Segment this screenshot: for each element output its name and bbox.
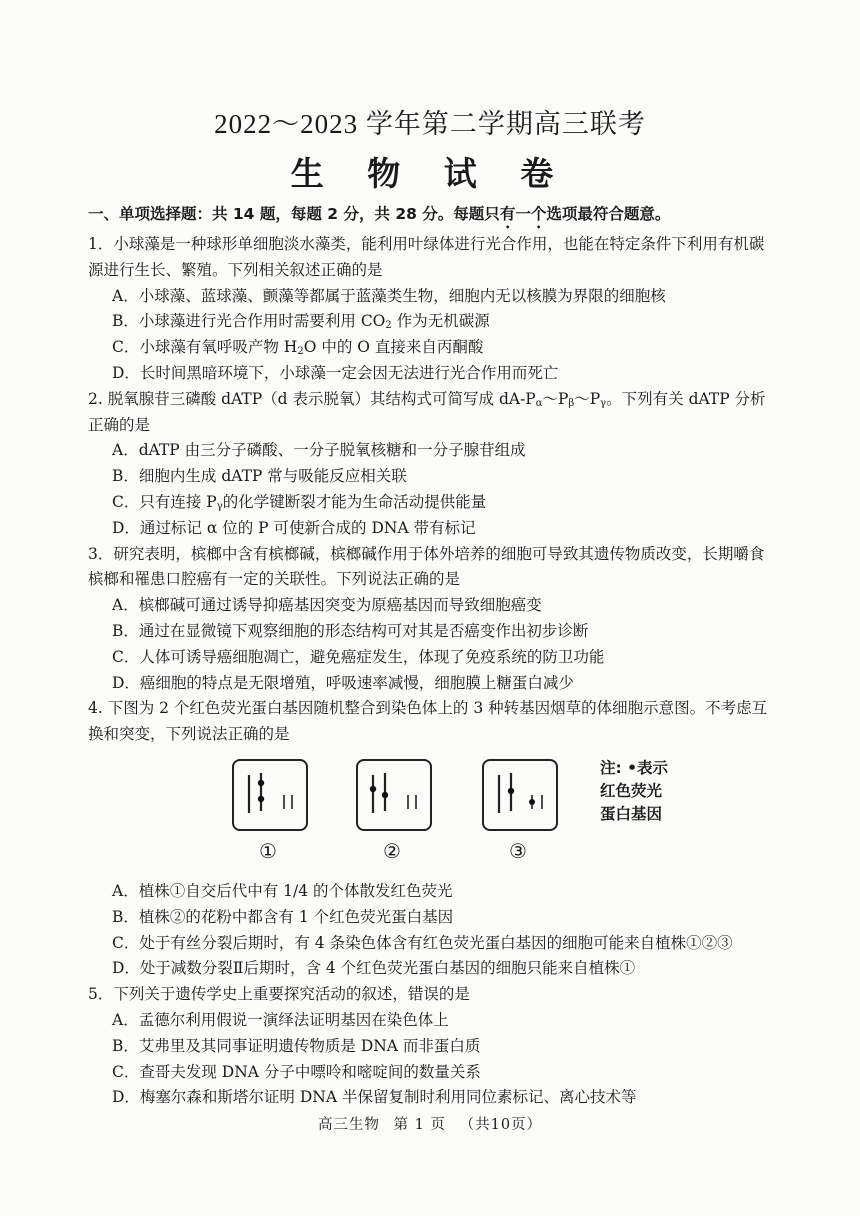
figure-label-3: ③ — [509, 838, 527, 863]
question-2-stem — [88, 387, 778, 439]
page-footer — [0, 1113, 860, 1134]
exam-subject-title: 生 物 试 卷 — [290, 154, 570, 193]
section-heading-emphasis: 个 — [530, 205, 547, 223]
question-3-option-a: A．槟榔碱可通过诱导抑癌基因突变为原癌基因而导致细胞癌变 — [112, 596, 542, 615]
question-4-stem: 4. 下图为 2 个红色荧光蛋白基因随机整合到染色体上的 3 种转基因烟草的体细胞示意图。不考虑互换和突变，下列说法正确的是 — [88, 699, 768, 744]
footer-page-number: 第 1 页 — [393, 1117, 446, 1133]
cell-diagram-3 — [482, 759, 558, 831]
question-5-option-b: B．艾弗里及其同事证明遗传物质是 DNA 而非蛋白质 — [112, 1036, 481, 1055]
question-1-option-c — [88, 335, 778, 361]
footer-total-pages: （共10页） — [459, 1117, 543, 1133]
section-heading-part: 一 — [515, 205, 531, 223]
exam-title: 2022～2023 学年第二学期高三联考 — [214, 109, 646, 139]
section-heading — [88, 202, 788, 232]
option-text: C．只有连接 P — [112, 492, 217, 511]
option-text: 的化学键断裂才能为生命活动提供能量 — [222, 492, 487, 511]
question-3-option-c: C．人体可诱导癌细胞凋亡，避免癌症发生，体现了免疫系统的防卫功能 — [112, 647, 605, 666]
question-5-option-c: C．查哥夫发现 DNA 分子中嘌呤和嘧啶间的数量关系 — [112, 1062, 481, 1081]
question-5-stem: 5．下列关于遗传学史上重要探究活动的叙述，错误的是 — [88, 985, 470, 1004]
figure-label-1: ① — [259, 838, 277, 863]
question-1-stem: 1．小球藻是一种球形单细胞淡水藻类，能利用叶绿体进行光合作用，也能在特定条件下利用有机碳源进行生长、繁殖。下列相关叙述正确的是 — [88, 235, 765, 279]
stem-text: 。下列有关 dATP 分析正确的是 — [88, 389, 766, 434]
section-heading-part: 选项最符合题意。 — [546, 205, 671, 223]
subscript: α — [535, 397, 543, 409]
figure-note-line: 蛋白基因 — [600, 804, 663, 823]
option-text: 作为无机碳源 — [391, 312, 490, 331]
chromosome-drawing-2 — [358, 761, 430, 829]
footer-subject: 高三生物 — [317, 1117, 380, 1133]
section-heading-emphasis: 有 — [499, 205, 516, 223]
questions-content — [88, 232, 778, 1111]
subscript: 2 — [385, 320, 392, 332]
option-text: C．小球藻有氧呼吸产物 H — [112, 338, 298, 357]
stem-text: ～P — [574, 389, 601, 408]
cell-diagram-2 — [356, 759, 432, 831]
figure-note-line: 注: •表示 — [600, 758, 669, 777]
question-2-option-b: B．细胞内生成 dATP 常与吸能反应相关联 — [112, 467, 407, 486]
question-4-option-a: A．植株①自交后代中有 1/4 的个体散发红色荧光 — [112, 881, 453, 900]
chromosome-drawing-1 — [234, 761, 306, 829]
option-text: O 中的 O 直接来自丙酮酸 — [303, 338, 484, 357]
section-heading-part: 一、单项选择题：共 14 题，每题 2 分，共 28 分。每题只 — [88, 205, 500, 223]
question-1-option-d: D．长时间黑暗环境下，小球藻一定会因无法进行光合作用而死亡 — [112, 363, 559, 382]
stem-text: 2. 脱氧腺苷三磷酸 dATP（d 表示脱氧）其结构式可简写成 dA-P — [88, 389, 536, 408]
subscript: γ — [600, 397, 607, 409]
question-3-option-d: D．癌细胞的特点是无限增殖，呼吸速率减慢，细胞膜上糖蛋白减少 — [112, 673, 574, 692]
stem-text: ～P — [542, 389, 569, 408]
question-5-option-d: D．梅塞尔森和斯塔尔证明 DNA 半保留复制时利用同位素标记、离心技术等 — [112, 1088, 637, 1107]
subscript: γ — [216, 500, 223, 512]
question-4-option-c: C．处于有丝分裂后期时，有 4 条染色体含有红色荧光蛋白基因的细胞可能来自植株①②③ — [112, 933, 733, 952]
option-text: B．小球藻进行光合作用时需要利用 CO — [112, 312, 386, 331]
subscript: β — [568, 397, 575, 409]
question-3-option-b: B．通过在显微镜下观察细胞的形态结构可对其是否癌变作出初步诊断 — [112, 621, 589, 640]
question-3-stem: 3．研究表明，槟榔中含有槟榔碱，槟榔碱作用于体外培养的细胞可导致其遗传物质改变，长期嚼食槟榔和罹患口腔癌有一定的关联性。下列说法正确的是 — [88, 544, 765, 589]
figure-label-2: ② — [383, 838, 401, 863]
chromosome-drawing-3 — [484, 761, 556, 829]
chromosome-figure — [88, 751, 778, 879]
question-2-option-a: A．dATP 由三分子磷酸、一分子脱氧核糖和一分子腺苷组成 — [112, 441, 526, 460]
figure-note-line: 红色荧光 — [600, 781, 663, 800]
question-2-option-c — [88, 490, 778, 516]
subscript: 2 — [297, 346, 304, 358]
question-1-option-a: A．小球藻、蓝球藻、颤藻等都属于蓝藻类生物，细胞内无以核膜为界限的细胞核 — [112, 286, 666, 305]
cell-diagram-1 — [232, 759, 308, 831]
question-4-option-b: B．植株②的花粉中都含有 1 个红色荧光蛋白基因 — [112, 907, 454, 926]
question-5-option-a: A．孟德尔利用假说一演绎法证明基因在染色体上 — [112, 1010, 449, 1029]
question-4-option-d: D．处于减数分裂Ⅱ后期时，含 4 个红色荧光蛋白基因的细胞只能来自植株① — [112, 959, 636, 978]
figure-note — [600, 757, 710, 826]
question-2-option-d: D．通过标记 α 位的 P 可使新合成的 DNA 带有标记 — [112, 518, 476, 537]
question-1-option-b — [88, 309, 778, 335]
